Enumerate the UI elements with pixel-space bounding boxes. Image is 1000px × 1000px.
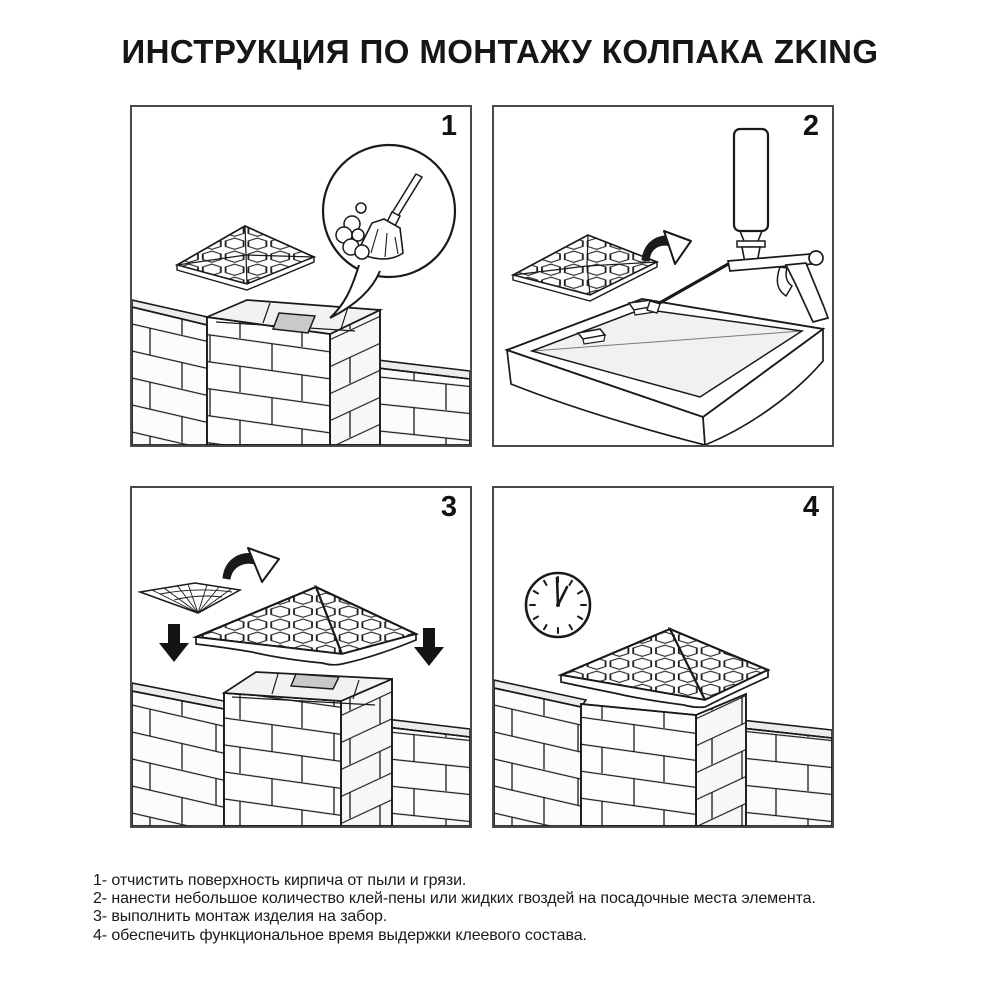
step-panel-1 xyxy=(130,105,472,447)
step-1-illustration xyxy=(132,107,470,445)
pyramid-cap-installed xyxy=(561,629,768,707)
step-number: 2 xyxy=(802,110,819,142)
flip-arrow-icon xyxy=(642,231,691,264)
step-panel-2 xyxy=(492,105,834,447)
brick-pillar-open-top xyxy=(207,300,380,445)
instruction-line-3: 3- выполнить монтаж изделия на забор. xyxy=(93,908,388,926)
brick-pillar-open-top xyxy=(224,672,392,826)
cap-top-view-icon xyxy=(513,235,657,301)
open-top-hole xyxy=(273,313,315,333)
brick-wall-left xyxy=(132,683,229,826)
step-3-illustration xyxy=(132,488,470,826)
instruction-line-2: 2- нанести небольшое количество клей-пены или жидких гвоздей на посадочные места элемента. xyxy=(93,890,816,908)
cap-top-view-icon xyxy=(177,226,314,290)
brick-wall-left xyxy=(494,680,586,826)
pyramid-cap-icon xyxy=(196,587,416,665)
foam-gun-icon xyxy=(647,129,828,322)
inverted-cap-underside-icon xyxy=(140,583,240,613)
open-top-hole xyxy=(291,674,339,689)
step-number: 4 xyxy=(802,491,819,523)
brick-pillar xyxy=(581,694,746,826)
instruction-line-4: 4- обеспечить функциональное время выдержки клеевого состава. xyxy=(93,926,587,944)
flip-arrow-icon xyxy=(223,548,279,582)
step-number: 1 xyxy=(440,110,457,142)
brick-wall-left xyxy=(132,300,212,445)
step-2-illustration xyxy=(494,107,832,445)
clock-icon xyxy=(526,573,590,637)
step-number: 3 xyxy=(440,491,457,523)
instruction-list xyxy=(93,872,960,945)
inverted-cap-tray xyxy=(507,299,823,445)
instruction-line-1: 1- отчистить поверхность кирпича от пыли и грязи. xyxy=(93,872,467,889)
step-panel-3 xyxy=(130,486,472,828)
step-4-illustration xyxy=(494,488,832,826)
step-panel-4 xyxy=(492,486,834,828)
page-title: ИНСТРУКЦИЯ ПО МОНТАЖУ КОЛПАКА ZKING xyxy=(121,33,879,70)
